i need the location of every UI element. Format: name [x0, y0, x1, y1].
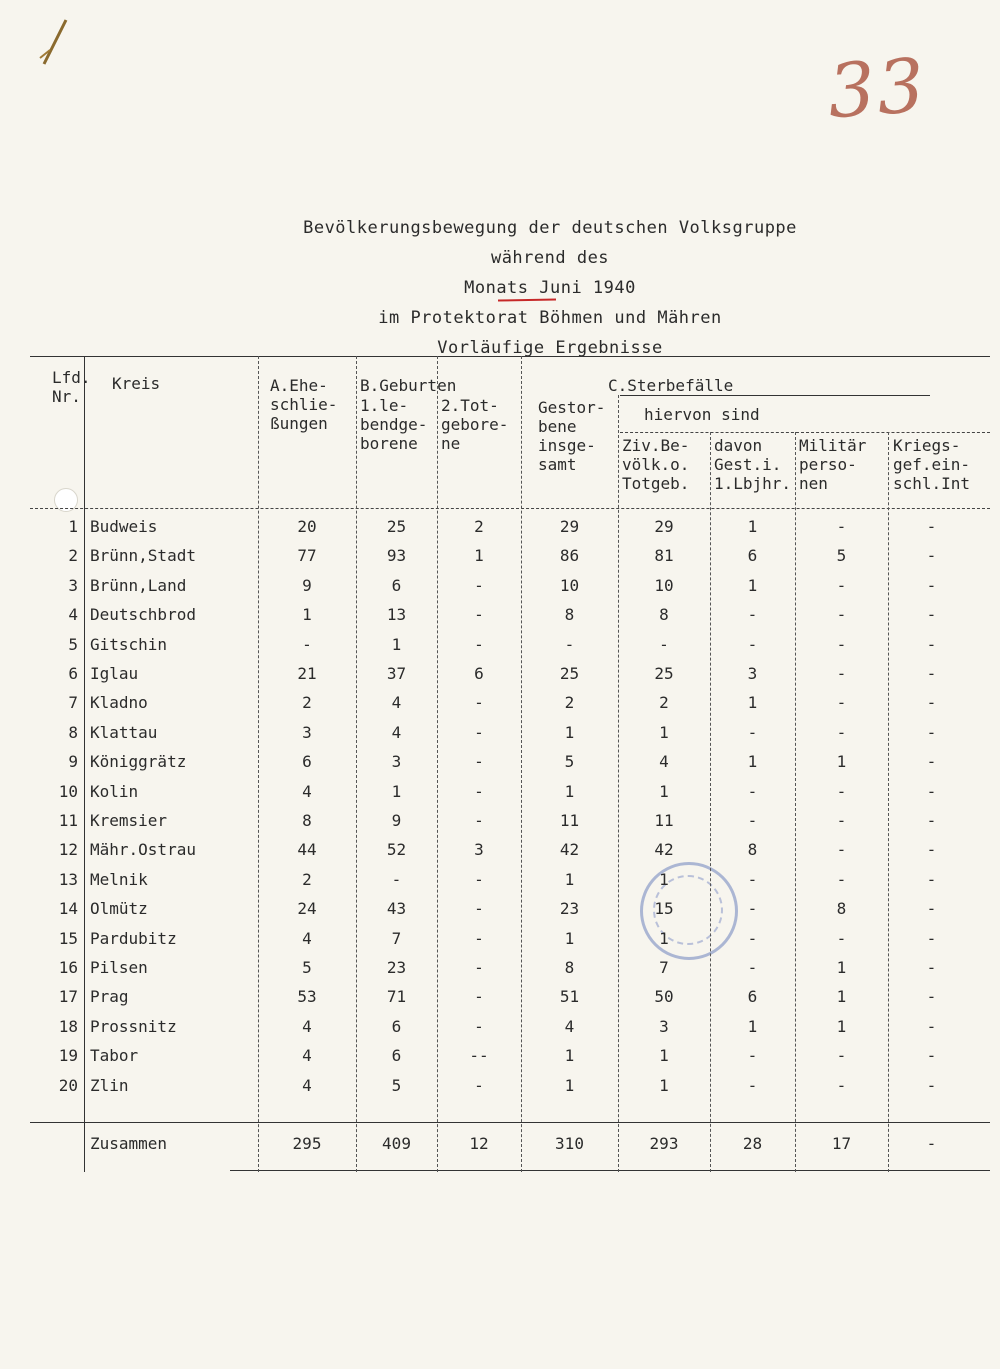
- total-cell-c3: 17: [831, 1134, 852, 1153]
- table-cell-c2: -: [747, 605, 758, 625]
- table-top-rule: [30, 356, 990, 357]
- table-cell-b1: 6: [391, 1046, 402, 1066]
- folio-number: 33: [825, 42, 930, 136]
- title-region-line: im Protektorat Böhmen und Mähren: [378, 308, 722, 328]
- table-cell-c4: -: [926, 517, 937, 536]
- header-kreis: Kreis: [112, 374, 161, 393]
- table-cell-c: 10: [559, 575, 580, 595]
- table-cell-c1: 15: [654, 899, 674, 919]
- header-hiervon-sind: hiervon sind: [644, 405, 760, 424]
- row-number: 20: [58, 1075, 78, 1095]
- table-cell-a: 53: [297, 987, 317, 1007]
- row-number: 12: [58, 840, 78, 860]
- table-cell-b1: 23: [386, 958, 407, 977]
- table-cell-a: 4: [302, 1075, 312, 1095]
- table-cell-a: 9: [302, 575, 312, 595]
- table-cell-b1: 25: [386, 517, 407, 536]
- row-number: 10: [58, 781, 78, 801]
- table-cell-b1: 37: [386, 664, 407, 683]
- table-cell-b2: -: [474, 1016, 484, 1036]
- table-cell-c3: -: [836, 605, 847, 625]
- table-cell-c4: -: [926, 958, 937, 977]
- row-number: 14: [58, 899, 78, 919]
- row-number: 6: [68, 664, 78, 683]
- table-cell-c2: 1: [747, 517, 758, 536]
- total-cell-c4: -: [926, 1134, 937, 1153]
- total-label: Zusammen: [90, 1134, 168, 1153]
- table-cell-a: 3: [302, 722, 312, 742]
- table-cell-a: 24: [297, 899, 317, 919]
- title-subline: während des: [490, 248, 610, 268]
- table-cell-c4: -: [926, 987, 937, 1007]
- header-gestorbene-insgesamt: Gestor- bene insge- samt: [538, 398, 606, 474]
- table-cell-a: 4: [302, 1046, 312, 1066]
- table-cell-b2: -: [474, 752, 484, 772]
- table-cell-b2: -: [474, 575, 484, 595]
- table-cell-c: 23: [559, 899, 580, 919]
- kreis-name: Iglau: [90, 664, 139, 683]
- table-cell-c2: 6: [747, 987, 758, 1007]
- kreis-name: Prag: [90, 987, 129, 1007]
- table-cell-c1: 7: [659, 958, 669, 977]
- row-number: 13: [58, 869, 78, 889]
- table-cell-c1: 11: [654, 811, 674, 830]
- table-cell-c: 5: [564, 752, 575, 772]
- table-cell-c3: -: [836, 869, 847, 889]
- table-cell-c1: 25: [654, 664, 674, 683]
- table-cell-b1: 6: [391, 1016, 402, 1036]
- table-cell-b1: 7: [391, 928, 402, 948]
- kreis-name: Kremsier: [90, 811, 168, 830]
- table-cell-c1: 42: [654, 840, 674, 860]
- table-cell-c4: -: [926, 840, 937, 860]
- total-cell-c2: 28: [742, 1134, 763, 1153]
- table-cell-c: 4: [564, 1016, 575, 1036]
- table-cell-c2: 1: [747, 693, 758, 713]
- table-cell-c3: -: [836, 575, 847, 595]
- kreis-name: Zlin: [90, 1075, 129, 1095]
- table-cell-c2: -: [747, 1075, 758, 1095]
- table-cell-c1: 81: [654, 546, 674, 566]
- table-cell-c2: -: [747, 722, 758, 742]
- table-cell-c1: 50: [654, 987, 674, 1007]
- table-cell-c2: 1: [747, 1016, 758, 1036]
- table-cell-c4: -: [926, 722, 937, 742]
- kreis-name: Pilsen: [90, 958, 148, 977]
- table-cell-c: 1: [564, 722, 575, 742]
- table-cell-b2: -: [474, 869, 484, 889]
- table-cell-c4: -: [926, 546, 937, 566]
- header-zivilbevoelkerung: Ziv.Be- völk.o. Totgeb.: [622, 436, 690, 493]
- kreis-name: Brünn,Stadt: [90, 546, 196, 566]
- table-cell-c1: 3: [659, 1016, 669, 1036]
- header-kriegsgefangene: Kriegs- gef.ein- schl.Int: [893, 436, 971, 493]
- table-cell-b2: -: [474, 958, 484, 977]
- table-cell-c: 51: [559, 987, 580, 1007]
- table-cell-b1: 52: [386, 840, 407, 860]
- table-cell-c: 8: [564, 958, 575, 977]
- corner-damage-mark: [36, 14, 76, 74]
- table-cell-c3: 5: [836, 546, 847, 566]
- kreis-name: Kolin: [90, 781, 139, 801]
- table-cell-c1: 1: [659, 781, 669, 801]
- table-cell-a: 5: [302, 958, 312, 977]
- table-cell-c: 42: [559, 840, 580, 860]
- table-cell-c4: -: [926, 928, 937, 948]
- table-cell-b2: -: [474, 634, 484, 654]
- table-cell-c4: -: [926, 1075, 937, 1095]
- total-cell-a: 295: [292, 1134, 322, 1153]
- table-cell-c2: -: [747, 958, 758, 977]
- table-cell-c3: -: [836, 693, 847, 713]
- row-number: 11: [58, 811, 78, 830]
- table-cell-c2: -: [747, 781, 758, 801]
- table-cell-c3: 1: [836, 987, 847, 1007]
- table-cell-c2: -: [747, 899, 758, 919]
- kreis-name: Prossnitz: [90, 1016, 177, 1036]
- table-cell-a: 6: [302, 752, 312, 772]
- table-cell-c2: 8: [747, 840, 758, 860]
- table-cell-c2: 3: [747, 664, 758, 683]
- table-cell-c3: -: [836, 1046, 847, 1066]
- table-cell-c: 1: [564, 1046, 575, 1066]
- row-number: 17: [58, 987, 78, 1007]
- table-cell-c2: -: [747, 928, 758, 948]
- table-cell-b1: 1: [391, 781, 402, 801]
- row-number: 4: [68, 605, 78, 625]
- red-underline-mark: [498, 298, 556, 301]
- table-cell-a: 20: [297, 517, 317, 536]
- table-cell-c: 1: [564, 869, 575, 889]
- table-cell-b1: 4: [391, 722, 402, 742]
- table-cell-c4: -: [926, 664, 937, 683]
- row-number: 19: [58, 1046, 78, 1066]
- table-cell-b2: -: [474, 693, 484, 713]
- table-cell-c3: -: [836, 517, 847, 536]
- table-cell-c3: -: [836, 928, 847, 948]
- table-cell-c4: -: [926, 1046, 937, 1066]
- table-cell-c4: -: [926, 1016, 937, 1036]
- table-cell-b1: 13: [386, 605, 407, 625]
- table-cell-b2: --: [469, 1046, 489, 1066]
- table-cell-c1: 8: [659, 605, 669, 625]
- column-divider: [84, 356, 85, 1172]
- kreis-name: Tabor: [90, 1046, 139, 1066]
- table-cell-b2: -: [474, 928, 484, 948]
- row-number: 18: [58, 1016, 78, 1036]
- table-cell-c: 25: [559, 664, 580, 683]
- table-cell-b1: 5: [391, 1075, 402, 1095]
- sterbefaelle-rule: [620, 395, 930, 396]
- table-cell-b2: -: [474, 899, 484, 919]
- table-cell-c4: -: [926, 605, 937, 625]
- table-cell-a: 2: [302, 693, 312, 713]
- table-cell-a: 4: [302, 781, 312, 801]
- table-cell-b1: 4: [391, 693, 402, 713]
- table-cell-a: 4: [302, 928, 312, 948]
- kreis-name: Brünn,Land: [90, 575, 187, 595]
- table-cell-c: 29: [559, 517, 580, 536]
- table-cell-a: 77: [297, 546, 317, 566]
- table-cell-c3: 8: [836, 899, 847, 919]
- table-cell-c: 1: [564, 781, 575, 801]
- table-cell-a: 1: [302, 605, 312, 625]
- table-cell-c1: 4: [659, 752, 669, 772]
- table-cell-b1: -: [391, 869, 402, 889]
- table-cell-b2: 2: [474, 517, 484, 536]
- total-cell-b1: 409: [382, 1134, 411, 1153]
- header-saeuglinge: davon Gest.i. 1.Lbjhr.: [714, 436, 792, 493]
- table-cell-c1: 2: [659, 693, 669, 713]
- table-cell-c: 8: [564, 605, 575, 625]
- header-geburten: B.Geburten: [360, 376, 457, 395]
- table-cell-c1: 1: [659, 928, 669, 948]
- table-cell-b2: -: [474, 987, 484, 1007]
- table-cell-c3: -: [836, 840, 847, 860]
- kreis-name: Deutschbrod: [90, 605, 196, 625]
- table-cell-b2: -: [474, 781, 484, 801]
- document-title: Bevölkerungsbewegung der deutschen Volksgruppe: [303, 218, 797, 238]
- table-cell-c3: -: [836, 1075, 847, 1095]
- table-cell-b2: -: [474, 1075, 484, 1095]
- header-totgeborene: 2.Tot- gebore- ne: [441, 396, 509, 453]
- total-top-rule: [30, 1122, 990, 1123]
- table-cell-c: 86: [559, 546, 580, 566]
- table-cell-c4: -: [926, 752, 937, 772]
- table-cell-c4: -: [926, 899, 937, 919]
- table-cell-b1: 6: [391, 575, 402, 595]
- table-cell-c4: -: [926, 693, 937, 713]
- table-cell-c2: 1: [747, 752, 758, 772]
- table-cell-c1: -: [659, 634, 669, 654]
- table-cell-c: 11: [559, 811, 580, 830]
- kreis-name: Melnik: [90, 869, 148, 889]
- table-cell-b1: 1: [391, 634, 402, 654]
- row-number: 8: [68, 722, 78, 742]
- header-lfd-nr: Lfd. Nr.: [52, 368, 91, 406]
- table-cell-c1: 10: [654, 575, 674, 595]
- kreis-name: Klattau: [90, 722, 158, 742]
- table-cell-b2: 6: [474, 664, 484, 683]
- table-cell-a: -: [302, 634, 312, 654]
- table-cell-a: 2: [302, 869, 312, 889]
- table-cell-c1: 1: [659, 869, 669, 889]
- kreis-name: Pardubitz: [90, 928, 177, 948]
- table-cell-c3: -: [836, 634, 847, 654]
- table-cell-c1: 1: [659, 1075, 669, 1095]
- header-lebendgeborene: 1.le- bendge- borene: [360, 396, 428, 453]
- kreis-name: Olmütz: [90, 899, 148, 919]
- hiervon-rule: [620, 432, 990, 433]
- table-cell-c: 1: [564, 928, 575, 948]
- table-cell-c: 1: [564, 1075, 575, 1095]
- kreis-name: Königgrätz: [90, 752, 187, 772]
- table-cell-c3: 1: [836, 958, 847, 977]
- table-cell-c1: 29: [654, 517, 674, 536]
- title-month-line: Monats Juni 1940: [464, 278, 636, 298]
- row-number: 16: [58, 958, 78, 977]
- table-cell-c4: -: [926, 869, 937, 889]
- title-status-line: Vorläufige Ergebnisse: [437, 338, 663, 358]
- total-cell-c: 310: [555, 1134, 584, 1153]
- table-cell-c3: 1: [836, 1016, 847, 1036]
- table-cell-c4: -: [926, 575, 937, 595]
- table-cell-a: 21: [297, 664, 317, 683]
- kreis-name: Mähr.Ostrau: [90, 840, 196, 860]
- table-cell-c2: -: [747, 869, 758, 889]
- table-cell-b1: 9: [391, 811, 402, 830]
- table-cell-a: 8: [302, 811, 312, 830]
- header-militaerpersonen: Militär perso- nen: [799, 436, 867, 493]
- table-cell-c1: 1: [659, 722, 669, 742]
- table-cell-a: 4: [302, 1016, 312, 1036]
- table-cell-c2: -: [747, 1046, 758, 1066]
- table-cell-c2: 6: [747, 546, 758, 566]
- row-number: 9: [68, 752, 78, 772]
- total-bottom-rule: [230, 1170, 990, 1171]
- table-cell-b2: -: [474, 605, 484, 625]
- table-cell-c3: -: [836, 664, 847, 683]
- total-cell-b2: 12: [469, 1134, 489, 1153]
- kreis-name: Gitschin: [90, 634, 168, 654]
- table-cell-c2: -: [747, 634, 758, 654]
- row-number: 3: [68, 575, 78, 595]
- header-bottom-rule: [30, 508, 990, 509]
- row-number: 5: [68, 634, 78, 654]
- table-cell-c3: -: [836, 811, 847, 830]
- table-cell-b2: -: [474, 722, 484, 742]
- row-number: 2: [68, 546, 78, 566]
- table-cell-b1: 3: [391, 752, 402, 772]
- header-eheschliessungen: A.Ehe- schlie- ßungen: [270, 376, 338, 433]
- table-cell-c2: -: [747, 811, 758, 830]
- row-number: 1: [68, 517, 78, 536]
- table-cell-c: -: [564, 634, 575, 654]
- table-cell-c3: -: [836, 781, 847, 801]
- table-cell-c4: -: [926, 634, 937, 654]
- table-cell-c2: 1: [747, 575, 758, 595]
- kreis-name: Kladno: [90, 693, 148, 713]
- table-cell-b2: -: [474, 811, 484, 830]
- table-cell-b2: 3: [474, 840, 484, 860]
- total-cell-c1: 293: [649, 1134, 679, 1153]
- row-number: 7: [68, 693, 78, 713]
- table-cell-b1: 71: [386, 987, 407, 1007]
- table-cell-c4: -: [926, 811, 937, 830]
- table-cell-c: 2: [564, 693, 575, 713]
- table-cell-c4: -: [926, 781, 937, 801]
- table-cell-b1: 43: [386, 899, 407, 919]
- table-cell-c3: -: [836, 722, 847, 742]
- table-cell-a: 44: [297, 840, 317, 860]
- table-cell-c1: 1: [659, 1046, 669, 1066]
- table-cell-b2: 1: [474, 546, 484, 566]
- row-number: 15: [58, 928, 78, 948]
- kreis-name: Budweis: [90, 517, 158, 536]
- header-sterbefaelle: C.Sterbefälle: [608, 376, 734, 395]
- table-cell-b1: 93: [386, 546, 407, 566]
- table-cell-c3: 1: [836, 752, 847, 772]
